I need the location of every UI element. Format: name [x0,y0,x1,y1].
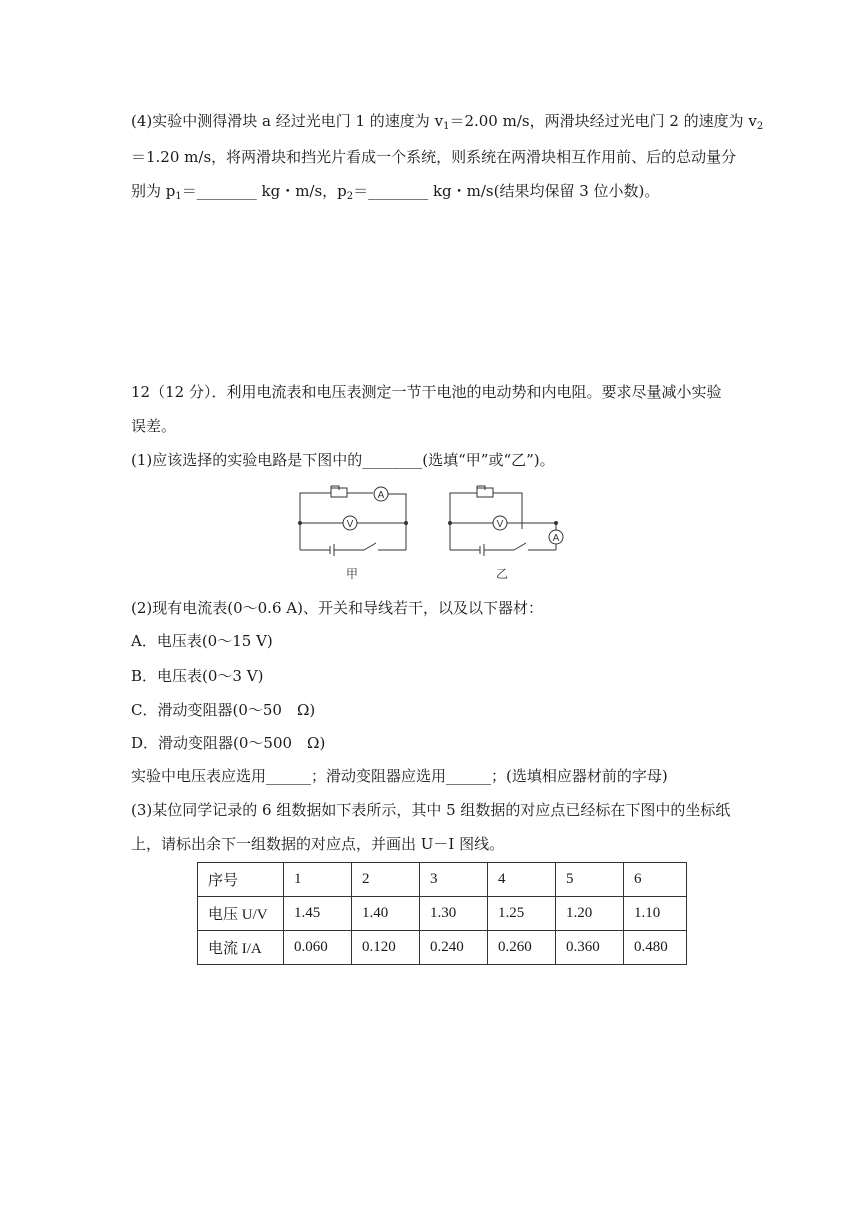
voltmeter-label-yi: V [496,519,504,530]
table-cell: 0.120 [352,931,420,965]
circuit-label-jia: 甲 [345,567,359,581]
option-a: A．电压表(0～15 V) [131,632,273,650]
table-cell: 4 [488,863,556,897]
table-cell: 1.45 [284,897,352,931]
q12-stem-line-1: 12（12 分）．利用电流表和电压表测定一节干电池的电动势和内电阻。要求尽量减小实验 [131,383,722,401]
table-cell: 1.10 [624,897,687,931]
option-c: C．滑动变阻器(0～50 Ω) [131,701,316,719]
table-cell: 2 [352,863,420,897]
q12-part3-line-2: 上，请标出余下一组数据的对应点，并画出 U－I 图线。 [131,835,505,853]
circuit-label-yi: 乙 [495,567,509,581]
table-cell: 1 [284,863,352,897]
table-cell: 6 [624,863,687,897]
table-cell: 0.240 [420,931,488,965]
table-cell: 0.260 [488,931,556,965]
table-cell: 3 [420,863,488,897]
table-cell: 0.060 [284,931,352,965]
q12-part2-answer: 实验中电压表应选用______；滑动变阻器应选用______；(选填相应器材前的字母) [131,767,668,785]
q12-part3-line-1: (3)某位同学记录的 6 组数据如下表所示，其中 5 组数据的对应点已经标在下图中的坐标纸 [131,801,731,819]
option-d: D．滑动变阻器(0～500 Ω) [131,734,326,752]
table-cell: 1.40 [352,897,420,931]
table-row [198,897,687,931]
q4-line-3: 别为 $p_1=\_\_\_\_\_\_\_\_$ kg・m/s，$p_2=\_\_\_\_\_\_\_\_$ kg・m/s(结果均保留 3 位小数)。 [131,182,660,202]
table-cell: 0.360 [556,931,624,965]
voltmeter-label: V [346,519,354,530]
q4-line-2: ＝1.20 m/s，将两滑块和挡光片看成一个系统，则系统在两滑块相互作用前、后的总动量分 [131,148,737,166]
ammeter-label-yi: A [552,533,560,544]
option-b: B．电压表(0～3 V) [131,667,264,685]
circuit-yi [450,486,563,556]
table-cell: 电压 U/V [198,897,284,931]
q12-part1: (1)应该选择的实验电路是下图中的________(选填“甲”或“乙”)。 [131,451,555,469]
table-cell: 5 [556,863,624,897]
table-row [198,863,687,897]
q12-stem-line-2: 误差。 [131,417,177,435]
table-cell: 序号 [198,863,284,897]
table-cell: 0.480 [624,931,687,965]
table-cell: 1.25 [488,897,556,931]
table-cell: 1.30 [420,897,488,931]
table-cell: 1.20 [556,897,624,931]
table-row [198,931,687,965]
data-table [197,862,687,965]
ammeter-label: A [377,490,385,501]
table-cell: 电流 I/A [198,931,284,965]
circuit-diagrams [290,480,580,585]
q12-part2: (2)现有电流表(0～0.6 A)、开关和导线若干，以及以下器材： [131,599,543,617]
q4-line-1: (4)实验中测得滑块 a 经过光电门 1 的速度为 $v_1=2.00$ m/s，两滑块经过光电门 2 的速度为 $v_2$ [131,112,764,132]
